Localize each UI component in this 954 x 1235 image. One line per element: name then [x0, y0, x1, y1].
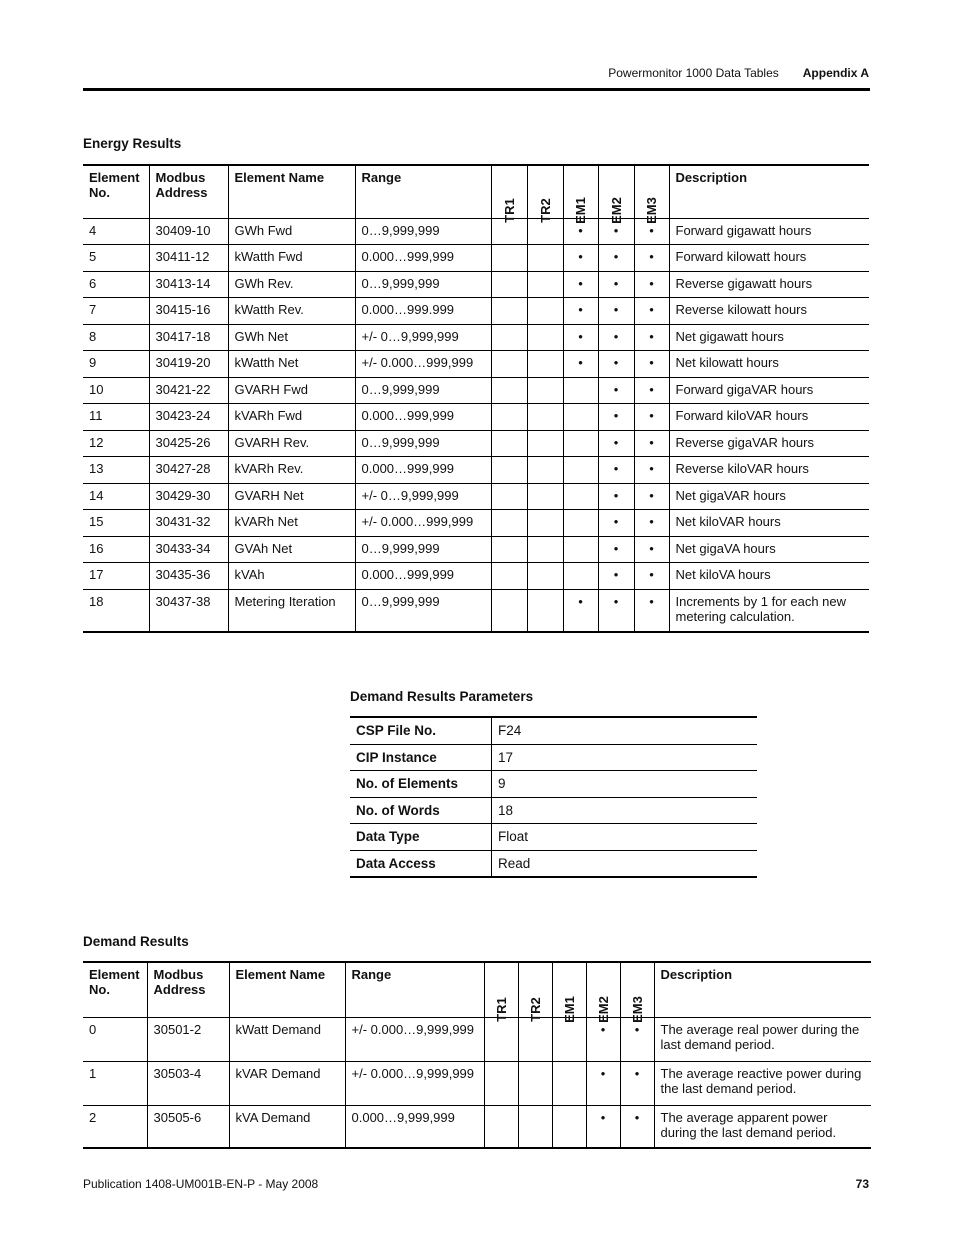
check-cell — [491, 271, 527, 298]
column-header-label: EM2 — [595, 995, 611, 1023]
table-cell: 30417-18 — [149, 324, 228, 351]
check-cell — [491, 377, 527, 404]
table-row — [83, 377, 869, 404]
energy-results-table — [83, 164, 869, 633]
table-cell: kVARh Fwd — [228, 404, 355, 431]
check-cell — [527, 457, 563, 484]
table-row — [83, 536, 869, 563]
table-cell: 30409-10 — [149, 218, 228, 245]
table-cell: 0…9,999,999 — [355, 430, 491, 457]
table-cell: Net kiloVAR hours — [669, 510, 869, 537]
check-cell — [518, 1105, 552, 1148]
check-cell: • — [634, 245, 669, 272]
check-cell: • — [634, 218, 669, 245]
check-cell: • — [634, 483, 669, 510]
table-cell: 30501-2 — [147, 1017, 229, 1061]
table-cell: +/- 0.000…999,999 — [355, 351, 491, 378]
check-cell: • — [586, 1017, 620, 1061]
table-cell: Reverse kiloVAR hours — [669, 457, 869, 484]
column-header — [552, 962, 586, 1023]
table-row — [83, 1061, 871, 1105]
header-row — [83, 962, 871, 1017]
table-cell: 0…9,999,999 — [355, 271, 491, 298]
check-cell — [563, 510, 598, 537]
table-cell: 6 — [83, 271, 149, 298]
demand-results-title: Demand Results — [83, 934, 189, 949]
table-cell: +/- 0.000…999,999 — [355, 510, 491, 537]
check-cell: • — [563, 245, 598, 272]
check-cell — [491, 510, 527, 537]
check-cell: • — [634, 404, 669, 431]
check-cell — [563, 483, 598, 510]
check-cell: • — [598, 430, 634, 457]
table-cell: +/- 0.000…9,999,999 — [345, 1061, 484, 1105]
param-row — [350, 771, 757, 798]
table-cell: 16 — [83, 536, 149, 563]
check-cell: • — [598, 510, 634, 537]
table-cell: 30413-14 — [149, 271, 228, 298]
check-cell: • — [598, 457, 634, 484]
energy-results-title: Energy Results — [83, 136, 182, 151]
column-header — [598, 165, 634, 224]
table-cell: Metering Iteration — [228, 589, 355, 632]
table-cell: 10 — [83, 377, 149, 404]
table-cell: 0 — [83, 1017, 147, 1061]
check-cell — [563, 404, 598, 431]
column-header-label: TR1 — [493, 996, 509, 1022]
check-cell — [563, 457, 598, 484]
table-cell: +/- 0…9,999,999 — [355, 483, 491, 510]
check-cell: • — [563, 298, 598, 325]
check-cell: • — [598, 536, 634, 563]
table-row — [83, 483, 869, 510]
check-cell — [491, 298, 527, 325]
table-cell: Reverse gigaVAR hours — [669, 430, 869, 457]
param-key: CIP Instance — [350, 744, 492, 771]
check-cell: • — [634, 298, 669, 325]
table-cell: 30437-38 — [149, 589, 228, 632]
check-cell — [491, 457, 527, 484]
check-cell: • — [598, 563, 634, 590]
check-cell: • — [563, 271, 598, 298]
param-row — [350, 717, 757, 744]
check-cell — [527, 563, 563, 590]
column-header: Modbus Address — [147, 962, 229, 1017]
param-value: 9 — [492, 771, 758, 798]
check-cell — [491, 245, 527, 272]
table-cell: GWh Net — [228, 324, 355, 351]
column-header-label: TR2 — [527, 996, 543, 1022]
check-cell — [552, 1061, 586, 1105]
table-cell: The average reactive power during the last demand period. — [654, 1061, 871, 1105]
column-header — [491, 165, 527, 223]
check-cell — [527, 536, 563, 563]
table-cell: 30411-12 — [149, 245, 228, 272]
table-row — [83, 218, 869, 245]
table-cell: 30427-28 — [149, 457, 228, 484]
column-header: Element No. — [89, 170, 140, 200]
check-cell — [527, 430, 563, 457]
table-row — [83, 457, 869, 484]
column-header — [518, 962, 552, 1022]
column-header-label: TR2 — [537, 197, 553, 223]
check-cell — [527, 589, 563, 632]
param-value: Float — [492, 824, 758, 851]
table-cell: 0.000…999,999 — [355, 404, 491, 431]
column-header — [634, 165, 669, 224]
table-cell: Net gigaVAR hours — [669, 483, 869, 510]
column-header — [620, 962, 654, 1023]
column-header: Range — [355, 165, 491, 218]
table-cell: +/- 0…9,999,999 — [355, 324, 491, 351]
table-cell: Net gigaVA hours — [669, 536, 869, 563]
check-cell — [527, 377, 563, 404]
check-cell: • — [634, 510, 669, 537]
column-header — [484, 962, 518, 1022]
table-cell: +/- 0.000…9,999,999 — [345, 1017, 484, 1061]
check-cell — [491, 563, 527, 590]
check-cell: • — [634, 377, 669, 404]
table-cell: GVARH Rev. — [228, 430, 355, 457]
column-header: Description — [654, 962, 871, 1017]
check-cell — [527, 245, 563, 272]
table-row — [83, 1017, 871, 1061]
column-header: Element Name — [228, 165, 355, 218]
check-cell: • — [563, 351, 598, 378]
table-row — [83, 298, 869, 325]
column-header: Description — [669, 165, 869, 218]
check-cell — [484, 1017, 518, 1061]
check-cell — [527, 324, 563, 351]
check-cell — [491, 351, 527, 378]
table-cell: Reverse gigawatt hours — [669, 271, 869, 298]
table-row — [83, 430, 869, 457]
check-cell — [527, 298, 563, 325]
check-cell: • — [634, 536, 669, 563]
table-cell: kVAR Demand — [229, 1061, 345, 1105]
table-cell: The average real power during the last demand period. — [654, 1017, 871, 1061]
table-cell: 30425-26 — [149, 430, 228, 457]
check-cell: • — [634, 271, 669, 298]
table-cell: 12 — [83, 430, 149, 457]
check-cell: • — [598, 589, 634, 632]
check-cell — [491, 404, 527, 431]
table-cell: Reverse kilowatt hours — [669, 298, 869, 325]
check-cell — [484, 1105, 518, 1148]
table-cell: 0.000…9,999,999 — [345, 1105, 484, 1148]
table-cell: 30429-30 — [149, 483, 228, 510]
param-row — [350, 797, 757, 824]
check-cell: • — [598, 377, 634, 404]
check-cell: • — [634, 351, 669, 378]
param-value: 18 — [492, 797, 758, 824]
column-header — [586, 962, 620, 1023]
table-cell: 30421-22 — [149, 377, 228, 404]
header-row — [83, 165, 869, 218]
table-cell: 1 — [83, 1061, 147, 1105]
column-header — [527, 165, 563, 223]
table-row — [83, 510, 869, 537]
param-key: No. of Elements — [350, 771, 492, 798]
table-cell: 30419-20 — [149, 351, 228, 378]
table-cell: 30435-36 — [149, 563, 228, 590]
table-cell: 30505-6 — [147, 1105, 229, 1148]
table-cell: 17 — [83, 563, 149, 590]
table-cell: Forward kilowatt hours — [669, 245, 869, 272]
check-cell — [527, 271, 563, 298]
demand-params-title: Demand Results Parameters — [350, 689, 534, 704]
table-cell: kVA Demand — [229, 1105, 345, 1148]
table-cell: Forward kiloVAR hours — [669, 404, 869, 431]
column-header: Element Name — [229, 962, 345, 1017]
table-row — [83, 589, 869, 632]
check-cell — [527, 510, 563, 537]
table-row — [83, 563, 869, 590]
param-key: CSP File No. — [350, 717, 492, 744]
column-header-label: EM3 — [629, 995, 645, 1023]
check-cell — [563, 536, 598, 563]
table-cell: 0.000…999,999 — [355, 563, 491, 590]
column-header — [563, 165, 598, 224]
table-cell: 0…9,999,999 — [355, 218, 491, 245]
check-cell: • — [598, 404, 634, 431]
page-number: 73 — [855, 1177, 869, 1191]
table-row — [83, 271, 869, 298]
column-header-label: EM2 — [608, 196, 624, 224]
table-cell: 11 — [83, 404, 149, 431]
check-cell: • — [563, 218, 598, 245]
check-cell — [563, 563, 598, 590]
check-cell — [491, 324, 527, 351]
table-cell: 0…9,999,999 — [355, 536, 491, 563]
param-value: 17 — [492, 744, 758, 771]
check-cell: • — [598, 271, 634, 298]
table-cell: kWatt Demand — [229, 1017, 345, 1061]
table-cell: kVARh Net — [228, 510, 355, 537]
table-cell: Forward gigaVAR hours — [669, 377, 869, 404]
demand-results-table — [83, 961, 871, 1149]
table-row — [83, 324, 869, 351]
table-cell: kVAh — [228, 563, 355, 590]
check-cell: • — [586, 1105, 620, 1148]
table-cell: kWatth Net — [228, 351, 355, 378]
check-cell — [518, 1061, 552, 1105]
table-cell: The average apparent power during the last demand period. — [654, 1105, 871, 1148]
column-header-label: EM1 — [572, 196, 588, 224]
demand-params-table — [350, 716, 757, 878]
column-header: Modbus Address — [149, 165, 228, 218]
check-cell — [518, 1017, 552, 1061]
check-cell: • — [598, 324, 634, 351]
table-cell: 8 — [83, 324, 149, 351]
header-rule — [83, 88, 870, 91]
table-cell: kWatth Fwd — [228, 245, 355, 272]
param-row — [350, 744, 757, 771]
running-header — [83, 66, 869, 80]
table-cell: 0.000…999,999 — [355, 245, 491, 272]
param-key: Data Type — [350, 824, 492, 851]
table-cell: 2 — [83, 1105, 147, 1148]
table-row — [83, 351, 869, 378]
publication-id: Publication 1408-UM001B-EN-P - May 2008 — [83, 1177, 319, 1191]
table-cell: Net kilowatt hours — [669, 351, 869, 378]
check-cell — [484, 1061, 518, 1105]
table-cell: Forward gigawatt hours — [669, 218, 869, 245]
table-row — [83, 1105, 871, 1148]
check-cell — [563, 377, 598, 404]
check-cell — [491, 483, 527, 510]
param-row — [350, 824, 757, 851]
check-cell: • — [598, 245, 634, 272]
check-cell: • — [598, 218, 634, 245]
table-cell: 30503-4 — [147, 1061, 229, 1105]
check-cell — [552, 1017, 586, 1061]
table-cell: Net gigawatt hours — [669, 324, 869, 351]
table-cell: GVARH Net — [228, 483, 355, 510]
table-cell: GVARH Fwd — [228, 377, 355, 404]
check-cell: • — [563, 589, 598, 632]
table-cell: 9 — [83, 351, 149, 378]
table-cell: 30431-32 — [149, 510, 228, 537]
doc-title: Powermonitor 1000 Data Tables — [608, 66, 779, 80]
check-cell: • — [634, 430, 669, 457]
table-cell: 18 — [83, 589, 149, 632]
column-header: Range — [345, 962, 484, 1017]
table-cell: 4 — [83, 218, 149, 245]
table-row — [83, 245, 869, 272]
table-cell: 5 — [83, 245, 149, 272]
param-key: No. of Words — [350, 797, 492, 824]
table-cell: 30433-34 — [149, 536, 228, 563]
check-cell: • — [620, 1105, 654, 1148]
check-cell: • — [598, 483, 634, 510]
check-cell — [527, 351, 563, 378]
table-cell: GVAh Net — [228, 536, 355, 563]
table-cell: kVARh Rev. — [228, 457, 355, 484]
param-row — [350, 850, 757, 877]
check-cell — [563, 430, 598, 457]
table-cell: 14 — [83, 483, 149, 510]
table-cell: 0…9,999,999 — [355, 377, 491, 404]
column-header-label: EM3 — [643, 196, 659, 224]
column-header-label: TR1 — [501, 197, 517, 223]
check-cell: • — [598, 351, 634, 378]
table-cell: 0.000…999,999 — [355, 457, 491, 484]
table-cell: 7 — [83, 298, 149, 325]
check-cell: • — [634, 589, 669, 632]
table-cell: Increments by 1 for each new metering calculation. — [669, 589, 869, 632]
column-header-label: EM1 — [561, 995, 577, 1023]
check-cell: • — [586, 1061, 620, 1105]
param-value: F24 — [492, 717, 758, 744]
table-cell: kWatth Rev. — [228, 298, 355, 325]
table-cell: 30423-24 — [149, 404, 228, 431]
table-cell: 13 — [83, 457, 149, 484]
param-key: Data Access — [350, 850, 492, 877]
param-value: Read — [492, 850, 758, 877]
check-cell: • — [634, 457, 669, 484]
check-cell — [491, 536, 527, 563]
table-cell: 0.000…999.999 — [355, 298, 491, 325]
table-row — [83, 404, 869, 431]
page-footer — [83, 1177, 869, 1191]
column-header: Element No. — [89, 967, 140, 997]
table-cell: GWh Rev. — [228, 271, 355, 298]
check-cell: • — [620, 1017, 654, 1061]
check-cell — [527, 404, 563, 431]
check-cell: • — [634, 324, 669, 351]
check-cell — [552, 1105, 586, 1148]
check-cell: • — [563, 324, 598, 351]
check-cell: • — [598, 298, 634, 325]
check-cell — [491, 430, 527, 457]
check-cell — [527, 483, 563, 510]
table-cell: 15 — [83, 510, 149, 537]
check-cell — [491, 589, 527, 632]
check-cell: • — [620, 1061, 654, 1105]
table-cell: 30415-16 — [149, 298, 228, 325]
table-cell: Net kiloVA hours — [669, 563, 869, 590]
table-cell: 0…9,999,999 — [355, 589, 491, 632]
table-cell: GWh Fwd — [228, 218, 355, 245]
check-cell: • — [634, 563, 669, 590]
section-label: Appendix A — [802, 66, 869, 80]
